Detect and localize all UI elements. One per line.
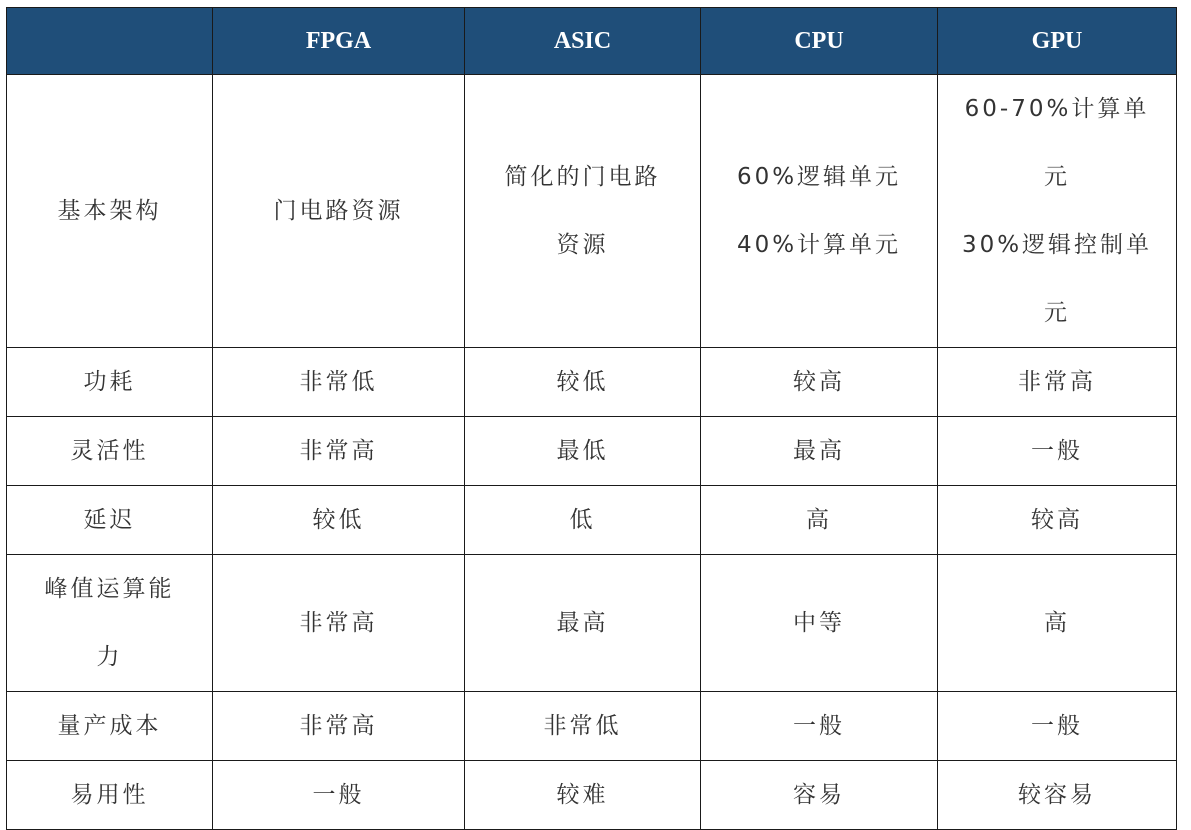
header-asic: ASIC — [465, 8, 701, 75]
row-label-mass-production-cost: 量产成本 — [7, 692, 213, 761]
cell-ease-asic: 较难 — [465, 761, 701, 830]
table-body — [7, 75, 1177, 830]
cell-architecture-fpga — [213, 75, 465, 348]
table-row-mass-production-cost — [7, 692, 1177, 761]
cell-latency-fpga: 较低 — [213, 486, 465, 555]
row-label-flexibility: 灵活性 — [7, 417, 213, 486]
table-row-peak-compute — [7, 555, 1177, 692]
cell-cost-fpga: 非常高 — [213, 692, 465, 761]
cell-text: 60-70%计算单 — [964, 96, 1150, 122]
row-label-latency: 延迟 — [7, 486, 213, 555]
cell-architecture-asic — [465, 75, 701, 348]
cell-cost-asic: 非常低 — [465, 692, 701, 761]
cell-latency-gpu: 较高 — [938, 486, 1177, 555]
cell-text: 元 — [1044, 164, 1070, 190]
cell-ease-cpu: 容易 — [701, 761, 938, 830]
header-corner-cell — [7, 8, 213, 75]
cell-flexibility-gpu: 一般 — [938, 417, 1177, 486]
table-row-flexibility — [7, 417, 1177, 486]
cell-peak-compute-fpga: 非常高 — [213, 555, 465, 692]
cell-cost-cpu: 一般 — [701, 692, 938, 761]
table-row-latency — [7, 486, 1177, 555]
row-label-architecture — [7, 75, 213, 348]
row-label-text: 基本架构 — [57, 198, 162, 224]
row-label-text: 峰值运算能 — [44, 576, 175, 602]
table-row-architecture — [7, 75, 1177, 348]
cell-latency-cpu: 高 — [701, 486, 938, 555]
cell-peak-compute-gpu: 高 — [938, 555, 1177, 692]
cell-latency-asic: 低 — [465, 486, 701, 555]
row-label-text: 力 — [96, 644, 123, 670]
cell-flexibility-fpga: 非常高 — [213, 417, 465, 486]
cell-ease-gpu: 较容易 — [938, 761, 1177, 830]
row-label-ease-of-use: 易用性 — [7, 761, 213, 830]
cell-power-cpu: 较高 — [701, 348, 938, 417]
cell-architecture-gpu — [938, 75, 1177, 348]
row-label-power: 功耗 — [7, 348, 213, 417]
cell-text: 简化的门电路 — [504, 164, 661, 190]
cell-power-gpu: 非常高 — [938, 348, 1177, 417]
cell-flexibility-cpu: 最高 — [701, 417, 938, 486]
cell-text: 门电路资源 — [273, 198, 404, 224]
cell-flexibility-asic: 最低 — [465, 417, 701, 486]
cell-text: 元 — [1044, 300, 1070, 326]
header-fpga: FPGA — [213, 8, 465, 75]
header-cpu: CPU — [701, 8, 938, 75]
comparison-table-container — [6, 7, 1176, 830]
comparison-table — [6, 7, 1177, 830]
cell-text: 30%逻辑控制单 — [961, 232, 1153, 258]
cell-text: 40%计算单元 — [736, 232, 902, 258]
cell-peak-compute-asic: 最高 — [465, 555, 701, 692]
cell-peak-compute-cpu: 中等 — [701, 555, 938, 692]
header-row — [7, 8, 1177, 75]
cell-cost-gpu: 一般 — [938, 692, 1177, 761]
cell-ease-fpga: 一般 — [213, 761, 465, 830]
row-label-peak-compute — [7, 555, 213, 692]
table-header — [7, 8, 1177, 75]
cell-text: 60%逻辑单元 — [736, 164, 902, 190]
cell-text: 资源 — [556, 232, 609, 258]
cell-power-asic: 较低 — [465, 348, 701, 417]
cell-power-fpga: 非常低 — [213, 348, 465, 417]
table-row-power — [7, 348, 1177, 417]
header-gpu: GPU — [938, 8, 1177, 75]
cell-architecture-cpu — [701, 75, 938, 348]
table-row-ease-of-use — [7, 761, 1177, 830]
